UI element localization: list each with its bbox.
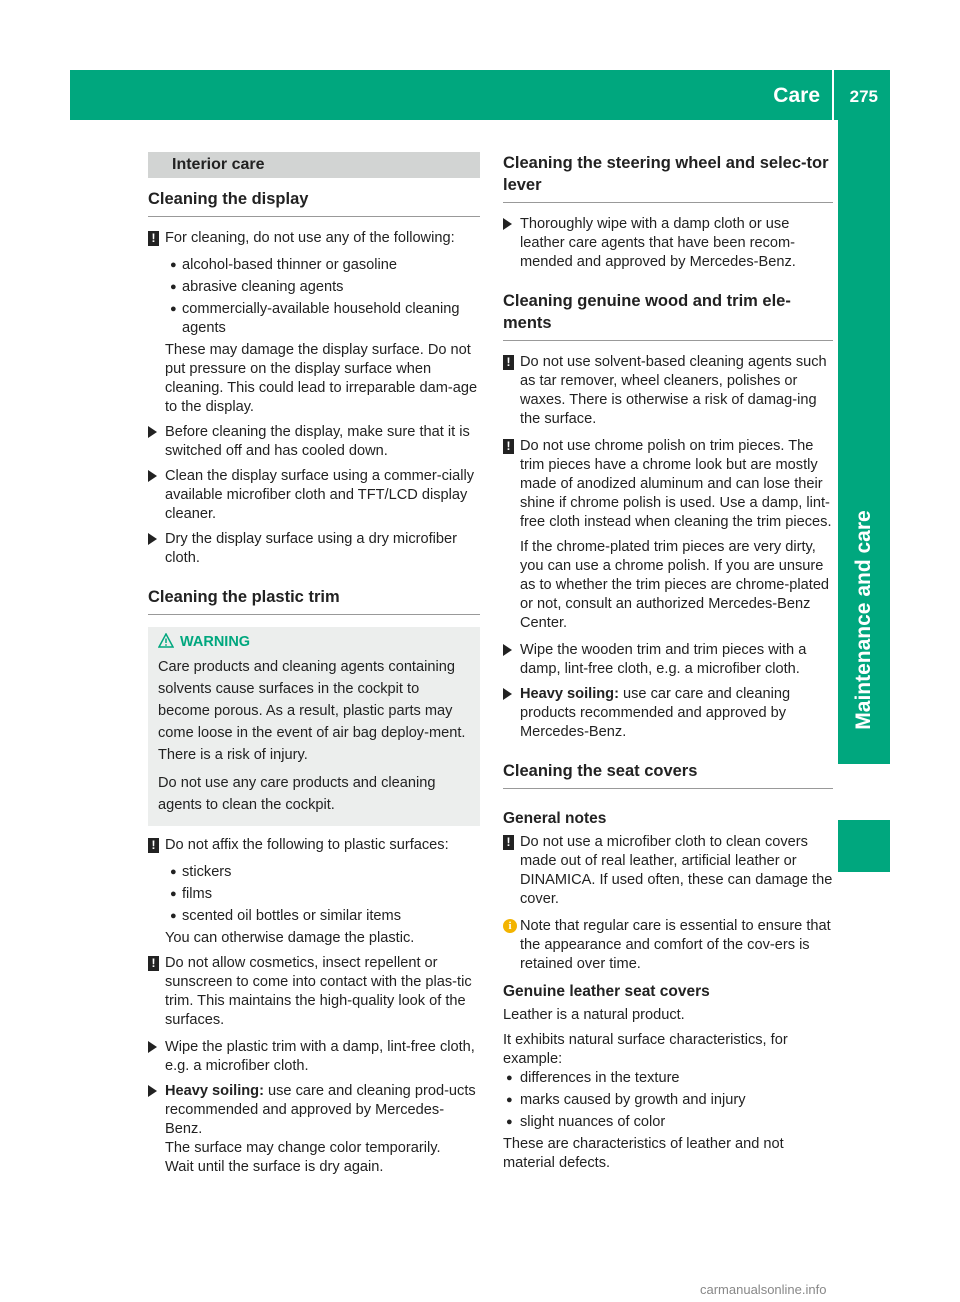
step-text: Clean the display surface using a commer-cially available microfiber cloth and TFT/LCD display cleaner.: [165, 468, 475, 522]
arrow-icon: [148, 1085, 157, 1097]
step-text: Wipe the wooden trim and trim pieces with a damp, lint-free cloth, e.g. a microfiber cloth.: [520, 642, 807, 677]
list-item: [503, 1091, 833, 1110]
list-item-text: slight nuances of color: [520, 1114, 666, 1130]
exclamation-icon: !: [503, 835, 514, 850]
step-text: Thoroughly wipe with a damp cloth or use leather care agents that have been recom-mended and approved by Mercedes-Benz.: [520, 216, 796, 270]
list-item-text: abrasive cleaning agents: [182, 279, 344, 295]
heading-wood-trim: Cleaning genuine wood and trim ele-ments: [503, 290, 833, 341]
warning-triangle-icon: [158, 633, 174, 648]
exclamation-icon: !: [503, 355, 514, 370]
bullet-icon: ●: [506, 1094, 513, 1106]
list-item-text: alcohol-based thinner or gasoline: [182, 257, 397, 273]
watermark: carmanualsonline.info: [700, 1282, 827, 1297]
note-text: If the chrome-plated trim pieces are very dirty, you can use a chrome polish. If you are unsure as to whether the trim pieces are chrome-plated or not, consult an authorized Mercedes-Benz Center.: [520, 539, 830, 631]
arrow-icon: [148, 1041, 157, 1053]
warning-text: Do not use any care products and cleaning agents to clean the cockpit.: [158, 775, 436, 813]
list-item: [148, 907, 480, 926]
note-followup: These may damage the display surface. Do not put pressure on the display surface when cleaning. This could lead to irreparable dam-age to the display.: [165, 342, 478, 415]
list-item-text: commercially-available household cleaning agents: [182, 301, 460, 336]
arrow-icon: [148, 470, 157, 482]
note-followup: You can otherwise damage the plastic.: [165, 930, 415, 946]
body-text: Leather is a natural product.: [503, 1007, 685, 1023]
note-text: Do not use chrome polish on trim pieces. The trim pieces have a chrome look but are mostly made of anodized aluminum and can lose their shine if chrome polish is used. Use a damp, lint-free cloth instead when cleaning the trim pieces.: [520, 438, 832, 530]
body-text: These are characteristics of leather and not material defects.: [503, 1136, 784, 1171]
caution-note: [503, 833, 833, 909]
info-icon: i: [503, 919, 517, 933]
bullet-icon: ●: [170, 281, 177, 293]
step-text: Wait until the surface is dry again.: [165, 1159, 384, 1175]
note-text: Do not use a microfiber cloth to clean covers made out of real leather, artificial leather or DINAMICA. If used often, these can damage the cover.: [520, 834, 833, 907]
list-item-text: differences in the texture: [520, 1070, 680, 1086]
instruction-step: [148, 1082, 480, 1177]
step-text: The surface may change color temporarily.: [165, 1140, 441, 1156]
bullet-icon: ●: [170, 303, 177, 315]
arrow-icon: [503, 644, 512, 656]
step-text: Dry the display surface using a dry microfiber cloth.: [165, 531, 457, 566]
heading-general-notes: General notes: [503, 810, 607, 827]
bullet-icon: ●: [170, 866, 177, 878]
page-header-bar: [70, 70, 890, 120]
step-text: Wipe the plastic trim with a damp, lint-free cloth, e.g. a microfiber cloth.: [165, 1039, 475, 1074]
chapter-title: Maintenance and care: [852, 510, 875, 730]
step-text: [165, 1082, 480, 1139]
header-divider: [832, 70, 834, 120]
heading-steering-wheel: Cleaning the steering wheel and selec-tor lever: [503, 152, 833, 203]
instruction-step: [148, 1038, 480, 1076]
instruction-step: [503, 685, 833, 742]
step-text: Before cleaning the display, make sure that it is switched off and has cooled down.: [165, 424, 470, 459]
instruction-step: [148, 423, 480, 461]
step-body: use care and cleaning prod-ucts recommended and approved by Mercedes-Benz.: [165, 1083, 476, 1137]
list-item: [503, 1069, 833, 1088]
list-item: [148, 863, 480, 882]
note-text: For cleaning, do not use any of the following:: [165, 230, 455, 246]
step-body: use car care and cleaning products recommended and approved by Mercedes-Benz.: [520, 686, 791, 740]
caution-note: [148, 229, 480, 248]
left-column: [148, 152, 480, 1183]
section-title: Care: [773, 84, 820, 107]
arrow-icon: [148, 426, 157, 438]
bullet-icon: ●: [170, 259, 177, 271]
list-item: [148, 278, 480, 297]
caution-note: [148, 836, 480, 855]
bullet-icon: ●: [170, 888, 177, 900]
exclamation-icon: !: [148, 231, 159, 246]
arrow-icon: [503, 218, 512, 230]
page-number: 275: [849, 87, 878, 106]
list-item: [148, 300, 480, 338]
note-text: Do not allow cosmetics, insect repellent or sunscreen to come into contact with the plas-tic trim. This maintains the high-quality look of the surfaces.: [165, 955, 472, 1028]
caution-note: [148, 954, 480, 1030]
info-note: [503, 917, 833, 974]
list-item: [148, 885, 480, 904]
heading-plastic-trim: Cleaning the plastic trim: [148, 586, 480, 615]
arrow-icon: [503, 688, 512, 700]
list-item-text: scented oil bottles or similar items: [182, 908, 401, 924]
caution-note: [503, 353, 833, 429]
instruction-step: [503, 215, 833, 272]
caution-note: [503, 437, 833, 633]
warning-box: [148, 627, 480, 826]
arrow-icon: [148, 533, 157, 545]
warning-label: WARNING: [180, 634, 251, 650]
heading-seat-covers: Cleaning the seat covers: [503, 760, 833, 789]
instruction-step: [148, 530, 480, 568]
warning-text: Care products and cleaning agents containing solvents cause surfaces in the cockpit to become porous. As a result, plastic parts may come loose in the event of air bag deploy-ment. There is a risk of injury.: [158, 659, 466, 763]
warning-title: [158, 633, 470, 650]
list-item: [503, 1113, 833, 1132]
bullet-icon: ●: [506, 1072, 513, 1084]
step-text: [520, 685, 833, 742]
note-text: Do not affix the following to plastic surfaces:: [165, 837, 449, 853]
heading-leather-covers: Genuine leather seat covers: [503, 983, 710, 1000]
list-item: [148, 256, 480, 275]
list-item-text: films: [182, 886, 212, 902]
list-item-text: marks caused by growth and injury: [520, 1092, 746, 1108]
chapter-marker: [838, 820, 890, 872]
step-bold-label: Heavy soiling:: [520, 686, 619, 702]
bullet-icon: ●: [170, 910, 177, 922]
right-column: [503, 152, 833, 1173]
note-text: Do not use solvent-based cleaning agents such as tar remover, wheel cleaners, polishes or waxes. There is otherwise a risk of damag-ing the surface.: [520, 354, 827, 427]
exclamation-icon: !: [148, 956, 159, 971]
instruction-step: [148, 467, 480, 524]
body-text: It exhibits natural surface characteristics, for example:: [503, 1032, 788, 1067]
section-band-title: Interior care: [148, 152, 480, 178]
chapter-side-tab: [838, 120, 890, 764]
instruction-step: [503, 641, 833, 679]
note-text: Note that regular care is essential to ensure that the appearance and comfort of the cov-ers is retained over time.: [520, 918, 831, 972]
list-item-text: stickers: [182, 864, 232, 880]
bullet-icon: ●: [506, 1116, 513, 1128]
step-bold-label: Heavy soiling:: [165, 1083, 264, 1099]
exclamation-icon: !: [503, 439, 514, 454]
heading-cleaning-display: Cleaning the display: [148, 188, 480, 217]
exclamation-icon: !: [148, 838, 159, 853]
